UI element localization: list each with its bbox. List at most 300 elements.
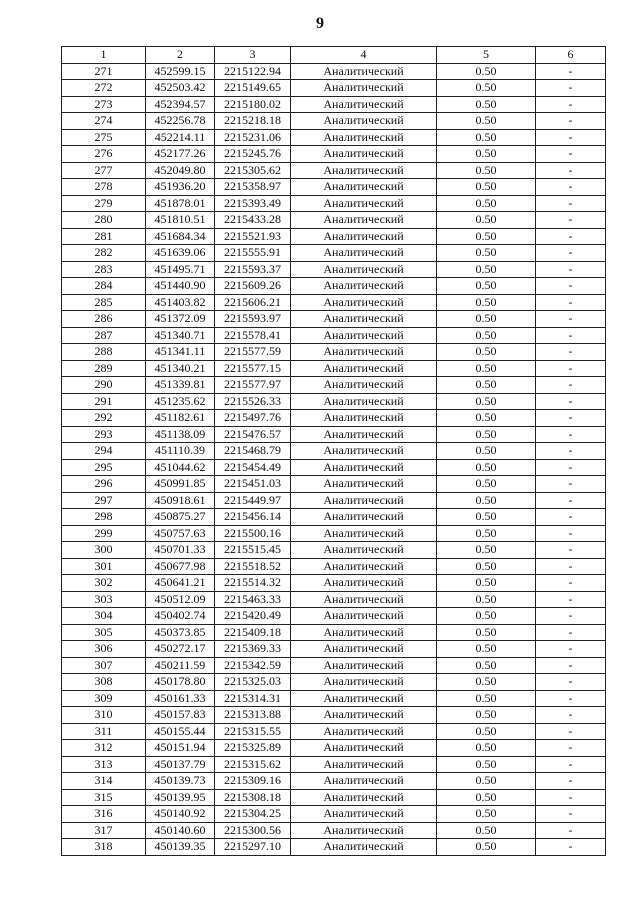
table-row: [62, 360, 606, 377]
point-number-cell: 317: [62, 822, 146, 839]
note-cell: -: [536, 129, 606, 146]
accuracy-cell: 0.50: [437, 360, 536, 377]
accuracy-cell: 0.50: [437, 674, 536, 691]
accuracy-cell: 0.50: [437, 228, 536, 245]
point-number-cell: 301: [62, 558, 146, 575]
point-number-cell: 283: [62, 261, 146, 278]
accuracy-cell: 0.50: [437, 575, 536, 592]
point-number-cell: 312: [62, 740, 146, 757]
method-cell: Аналитический: [291, 63, 437, 80]
table-row: [62, 426, 606, 443]
header-cell-3: 3: [215, 47, 291, 64]
note-cell: -: [536, 641, 606, 658]
method-cell: Аналитический: [291, 344, 437, 361]
accuracy-cell: 0.50: [437, 641, 536, 658]
point-number-cell: 295: [62, 459, 146, 476]
table-row: [62, 839, 606, 856]
table-row: [62, 492, 606, 509]
y-coordinate-cell: 2215420.49: [215, 608, 291, 625]
y-coordinate-cell: 2215518.52: [215, 558, 291, 575]
y-coordinate-cell: 2215245.76: [215, 146, 291, 163]
method-cell: Аналитический: [291, 179, 437, 196]
point-number-cell: 310: [62, 707, 146, 724]
point-number-cell: 274: [62, 113, 146, 130]
accuracy-cell: 0.50: [437, 591, 536, 608]
y-coordinate-cell: 2215409.18: [215, 624, 291, 641]
point-number-cell: 313: [62, 756, 146, 773]
x-coordinate-cell: 450178.80: [146, 674, 215, 691]
note-cell: -: [536, 509, 606, 526]
x-coordinate-cell: 451403.82: [146, 294, 215, 311]
header-cell-2: 2: [146, 47, 215, 64]
note-cell: -: [536, 179, 606, 196]
point-number-cell: 281: [62, 228, 146, 245]
method-cell: Аналитический: [291, 789, 437, 806]
method-cell: Аналитический: [291, 674, 437, 691]
note-cell: -: [536, 96, 606, 113]
table-row: [62, 558, 606, 575]
point-number-cell: 272: [62, 80, 146, 97]
y-coordinate-cell: 2215218.18: [215, 113, 291, 130]
table-row: [62, 96, 606, 113]
accuracy-cell: 0.50: [437, 410, 536, 427]
point-number-cell: 282: [62, 245, 146, 262]
table-row: [62, 377, 606, 394]
point-number-cell: 296: [62, 476, 146, 493]
table-row: [62, 674, 606, 691]
y-coordinate-cell: 2215463.33: [215, 591, 291, 608]
point-number-cell: 275: [62, 129, 146, 146]
point-number-cell: 315: [62, 789, 146, 806]
x-coordinate-cell: 451339.81: [146, 377, 215, 394]
accuracy-cell: 0.50: [437, 162, 536, 179]
header-cell-4: 4: [291, 47, 437, 64]
point-number-cell: 305: [62, 624, 146, 641]
point-number-cell: 294: [62, 443, 146, 460]
y-coordinate-cell: 2215313.88: [215, 707, 291, 724]
coordinates-table: [61, 46, 606, 856]
x-coordinate-cell: 451235.62: [146, 393, 215, 410]
accuracy-cell: 0.50: [437, 146, 536, 163]
x-coordinate-cell: 450991.85: [146, 476, 215, 493]
point-number-cell: 309: [62, 690, 146, 707]
y-coordinate-cell: 2215369.33: [215, 641, 291, 658]
x-coordinate-cell: 452177.26: [146, 146, 215, 163]
method-cell: Аналитический: [291, 839, 437, 856]
y-coordinate-cell: 2215358.97: [215, 179, 291, 196]
y-coordinate-cell: 2215180.02: [215, 96, 291, 113]
table-row: [62, 311, 606, 328]
accuracy-cell: 0.50: [437, 756, 536, 773]
note-cell: -: [536, 839, 606, 856]
method-cell: Аналитический: [291, 476, 437, 493]
method-cell: Аналитический: [291, 822, 437, 839]
x-coordinate-cell: 452256.78: [146, 113, 215, 130]
note-cell: -: [536, 360, 606, 377]
table-row: [62, 228, 606, 245]
x-coordinate-cell: 451684.34: [146, 228, 215, 245]
accuracy-cell: 0.50: [437, 80, 536, 97]
method-cell: Аналитический: [291, 608, 437, 625]
accuracy-cell: 0.50: [437, 822, 536, 839]
table-row: [62, 410, 606, 427]
x-coordinate-cell: 450641.21: [146, 575, 215, 592]
x-coordinate-cell: 451372.09: [146, 311, 215, 328]
note-cell: -: [536, 80, 606, 97]
y-coordinate-cell: 2215308.18: [215, 789, 291, 806]
x-coordinate-cell: 450139.35: [146, 839, 215, 856]
y-coordinate-cell: 2215315.55: [215, 723, 291, 740]
note-cell: -: [536, 707, 606, 724]
x-coordinate-cell: 451138.09: [146, 426, 215, 443]
x-coordinate-cell: 451495.71: [146, 261, 215, 278]
y-coordinate-cell: 2215393.49: [215, 195, 291, 212]
note-cell: -: [536, 789, 606, 806]
y-coordinate-cell: 2215122.94: [215, 63, 291, 80]
x-coordinate-cell: 450139.73: [146, 773, 215, 790]
note-cell: -: [536, 806, 606, 823]
point-number-cell: 308: [62, 674, 146, 691]
accuracy-cell: 0.50: [437, 492, 536, 509]
method-cell: Аналитический: [291, 575, 437, 592]
table-row: [62, 789, 606, 806]
method-cell: Аналитический: [291, 756, 437, 773]
accuracy-cell: 0.50: [437, 773, 536, 790]
point-number-cell: 304: [62, 608, 146, 625]
table-row: [62, 80, 606, 97]
x-coordinate-cell: 450373.85: [146, 624, 215, 641]
y-coordinate-cell: 2215515.45: [215, 542, 291, 559]
note-cell: -: [536, 146, 606, 163]
y-coordinate-cell: 2215305.62: [215, 162, 291, 179]
table-row: [62, 212, 606, 229]
y-coordinate-cell: 2215433.28: [215, 212, 291, 229]
x-coordinate-cell: 450140.60: [146, 822, 215, 839]
y-coordinate-cell: 2215315.62: [215, 756, 291, 773]
note-cell: -: [536, 591, 606, 608]
accuracy-cell: 0.50: [437, 476, 536, 493]
table-row: [62, 476, 606, 493]
accuracy-cell: 0.50: [437, 96, 536, 113]
point-number-cell: 293: [62, 426, 146, 443]
point-number-cell: 298: [62, 509, 146, 526]
y-coordinate-cell: 2215526.33: [215, 393, 291, 410]
note-cell: -: [536, 459, 606, 476]
note-cell: -: [536, 690, 606, 707]
y-coordinate-cell: 2215497.76: [215, 410, 291, 427]
method-cell: Аналитический: [291, 261, 437, 278]
table-row: [62, 591, 606, 608]
y-coordinate-cell: 2215456.14: [215, 509, 291, 526]
point-number-cell: 299: [62, 525, 146, 542]
accuracy-cell: 0.50: [437, 261, 536, 278]
y-coordinate-cell: 2215468.79: [215, 443, 291, 460]
y-coordinate-cell: 2215476.57: [215, 426, 291, 443]
method-cell: Аналитический: [291, 311, 437, 328]
y-coordinate-cell: 2215521.93: [215, 228, 291, 245]
method-cell: Аналитический: [291, 459, 437, 476]
accuracy-cell: 0.50: [437, 344, 536, 361]
table-row: [62, 740, 606, 757]
accuracy-cell: 0.50: [437, 195, 536, 212]
y-coordinate-cell: 2215593.97: [215, 311, 291, 328]
y-coordinate-cell: 2215314.31: [215, 690, 291, 707]
x-coordinate-cell: 450140.92: [146, 806, 215, 823]
accuracy-cell: 0.50: [437, 179, 536, 196]
point-number-cell: 291: [62, 393, 146, 410]
accuracy-cell: 0.50: [437, 789, 536, 806]
accuracy-cell: 0.50: [437, 393, 536, 410]
accuracy-cell: 0.50: [437, 245, 536, 262]
note-cell: -: [536, 162, 606, 179]
accuracy-cell: 0.50: [437, 278, 536, 295]
note-cell: -: [536, 311, 606, 328]
x-coordinate-cell: 451810.51: [146, 212, 215, 229]
y-coordinate-cell: 2215606.21: [215, 294, 291, 311]
y-coordinate-cell: 2215451.03: [215, 476, 291, 493]
method-cell: Аналитический: [291, 162, 437, 179]
accuracy-cell: 0.50: [437, 294, 536, 311]
y-coordinate-cell: 2215342.59: [215, 657, 291, 674]
table-body: [62, 63, 606, 855]
y-coordinate-cell: 2215593.37: [215, 261, 291, 278]
table-row: [62, 245, 606, 262]
method-cell: Аналитический: [291, 393, 437, 410]
table-row: [62, 278, 606, 295]
note-cell: -: [536, 377, 606, 394]
table-header: [62, 47, 606, 64]
accuracy-cell: 0.50: [437, 707, 536, 724]
method-cell: Аналитический: [291, 740, 437, 757]
point-number-cell: 292: [62, 410, 146, 427]
note-cell: -: [536, 393, 606, 410]
y-coordinate-cell: 2215577.59: [215, 344, 291, 361]
method-cell: Аналитический: [291, 294, 437, 311]
table-row: [62, 608, 606, 625]
y-coordinate-cell: 2215300.56: [215, 822, 291, 839]
x-coordinate-cell: 450918.61: [146, 492, 215, 509]
x-coordinate-cell: 452394.57: [146, 96, 215, 113]
method-cell: Аналитический: [291, 245, 437, 262]
point-number-cell: 276: [62, 146, 146, 163]
note-cell: -: [536, 525, 606, 542]
x-coordinate-cell: 450677.98: [146, 558, 215, 575]
note-cell: -: [536, 261, 606, 278]
method-cell: Аналитический: [291, 690, 437, 707]
table-row: [62, 756, 606, 773]
x-coordinate-cell: 452049.80: [146, 162, 215, 179]
point-number-cell: 302: [62, 575, 146, 592]
method-cell: Аналитический: [291, 80, 437, 97]
method-cell: Аналитический: [291, 410, 437, 427]
x-coordinate-cell: 451440.90: [146, 278, 215, 295]
note-cell: -: [536, 195, 606, 212]
accuracy-cell: 0.50: [437, 212, 536, 229]
x-coordinate-cell: 450757.63: [146, 525, 215, 542]
y-coordinate-cell: 2215514.32: [215, 575, 291, 592]
x-coordinate-cell: 450161.33: [146, 690, 215, 707]
table-row: [62, 393, 606, 410]
method-cell: Аналитический: [291, 96, 437, 113]
x-coordinate-cell: 450701.33: [146, 542, 215, 559]
method-cell: Аналитический: [291, 624, 437, 641]
accuracy-cell: 0.50: [437, 558, 536, 575]
x-coordinate-cell: 451639.06: [146, 245, 215, 262]
x-coordinate-cell: 451182.61: [146, 410, 215, 427]
note-cell: -: [536, 492, 606, 509]
note-cell: -: [536, 63, 606, 80]
note-cell: -: [536, 212, 606, 229]
table-row: [62, 294, 606, 311]
x-coordinate-cell: 450512.09: [146, 591, 215, 608]
point-number-cell: 280: [62, 212, 146, 229]
page-number: 9: [316, 15, 324, 32]
note-cell: -: [536, 344, 606, 361]
table-row: [62, 63, 606, 80]
point-number-cell: 279: [62, 195, 146, 212]
accuracy-cell: 0.50: [437, 129, 536, 146]
y-coordinate-cell: 2215149.65: [215, 80, 291, 97]
method-cell: Аналитический: [291, 426, 437, 443]
x-coordinate-cell: 451340.71: [146, 327, 215, 344]
method-cell: Аналитический: [291, 641, 437, 658]
method-cell: Аналитический: [291, 327, 437, 344]
table-row: [62, 690, 606, 707]
table-row: [62, 459, 606, 476]
table-row: [62, 179, 606, 196]
x-coordinate-cell: 451110.39: [146, 443, 215, 460]
point-number-cell: 318: [62, 839, 146, 856]
table-row: [62, 822, 606, 839]
x-coordinate-cell: 450139.95: [146, 789, 215, 806]
accuracy-cell: 0.50: [437, 311, 536, 328]
note-cell: -: [536, 575, 606, 592]
y-coordinate-cell: 2215555.91: [215, 245, 291, 262]
accuracy-cell: 0.50: [437, 377, 536, 394]
accuracy-cell: 0.50: [437, 63, 536, 80]
method-cell: Аналитический: [291, 509, 437, 526]
accuracy-cell: 0.50: [437, 509, 536, 526]
point-number-cell: 303: [62, 591, 146, 608]
method-cell: Аналитический: [291, 146, 437, 163]
x-coordinate-cell: 450157.83: [146, 707, 215, 724]
table-row: [62, 542, 606, 559]
table-row: [62, 624, 606, 641]
method-cell: Аналитический: [291, 278, 437, 295]
point-number-cell: 284: [62, 278, 146, 295]
x-coordinate-cell: 450151.94: [146, 740, 215, 757]
method-cell: Аналитический: [291, 113, 437, 130]
note-cell: -: [536, 773, 606, 790]
y-coordinate-cell: 2215297.10: [215, 839, 291, 856]
point-number-cell: 273: [62, 96, 146, 113]
note-cell: -: [536, 476, 606, 493]
accuracy-cell: 0.50: [437, 459, 536, 476]
accuracy-cell: 0.50: [437, 426, 536, 443]
x-coordinate-cell: 451340.21: [146, 360, 215, 377]
x-coordinate-cell: 452214.11: [146, 129, 215, 146]
note-cell: -: [536, 756, 606, 773]
accuracy-cell: 0.50: [437, 657, 536, 674]
method-cell: Аналитический: [291, 360, 437, 377]
table-row: [62, 129, 606, 146]
table-row: [62, 195, 606, 212]
table-row: [62, 261, 606, 278]
x-coordinate-cell: 450211.59: [146, 657, 215, 674]
point-number-cell: 297: [62, 492, 146, 509]
method-cell: Аналитический: [291, 525, 437, 542]
y-coordinate-cell: 2215325.03: [215, 674, 291, 691]
y-coordinate-cell: 2215304.25: [215, 806, 291, 823]
method-cell: Аналитический: [291, 707, 437, 724]
point-number-cell: 287: [62, 327, 146, 344]
note-cell: -: [536, 740, 606, 757]
point-number-cell: 314: [62, 773, 146, 790]
accuracy-cell: 0.50: [437, 525, 536, 542]
x-coordinate-cell: 451044.62: [146, 459, 215, 476]
note-cell: -: [536, 624, 606, 641]
note-cell: -: [536, 426, 606, 443]
point-number-cell: 306: [62, 641, 146, 658]
method-cell: Аналитический: [291, 443, 437, 460]
table-row: [62, 773, 606, 790]
point-number-cell: 288: [62, 344, 146, 361]
x-coordinate-cell: 450155.44: [146, 723, 215, 740]
y-coordinate-cell: 2215500.16: [215, 525, 291, 542]
accuracy-cell: 0.50: [437, 839, 536, 856]
method-cell: Аналитический: [291, 492, 437, 509]
table-row: [62, 657, 606, 674]
header-cell-6: 6: [536, 47, 606, 64]
table-row: [62, 146, 606, 163]
y-coordinate-cell: 2215609.26: [215, 278, 291, 295]
accuracy-cell: 0.50: [437, 740, 536, 757]
x-coordinate-cell: 451936.20: [146, 179, 215, 196]
point-number-cell: 307: [62, 657, 146, 674]
accuracy-cell: 0.50: [437, 723, 536, 740]
method-cell: Аналитический: [291, 377, 437, 394]
y-coordinate-cell: 2215577.15: [215, 360, 291, 377]
x-coordinate-cell: 450402.74: [146, 608, 215, 625]
accuracy-cell: 0.50: [437, 624, 536, 641]
y-coordinate-cell: 2215231.06: [215, 129, 291, 146]
point-number-cell: 290: [62, 377, 146, 394]
x-coordinate-cell: 450875.27: [146, 509, 215, 526]
header-cell-5: 5: [437, 47, 536, 64]
table-row: [62, 162, 606, 179]
method-cell: Аналитический: [291, 129, 437, 146]
table-row: [62, 525, 606, 542]
table-row: [62, 327, 606, 344]
note-cell: -: [536, 410, 606, 427]
note-cell: -: [536, 608, 606, 625]
method-cell: Аналитический: [291, 558, 437, 575]
x-coordinate-cell: 451878.01: [146, 195, 215, 212]
note-cell: -: [536, 294, 606, 311]
note-cell: -: [536, 542, 606, 559]
accuracy-cell: 0.50: [437, 608, 536, 625]
method-cell: Аналитический: [291, 195, 437, 212]
table-row: [62, 806, 606, 823]
table-row: [62, 641, 606, 658]
accuracy-cell: 0.50: [437, 542, 536, 559]
note-cell: -: [536, 113, 606, 130]
note-cell: -: [536, 228, 606, 245]
y-coordinate-cell: 2215325.89: [215, 740, 291, 757]
point-number-cell: 271: [62, 63, 146, 80]
point-number-cell: 300: [62, 542, 146, 559]
method-cell: Аналитический: [291, 542, 437, 559]
